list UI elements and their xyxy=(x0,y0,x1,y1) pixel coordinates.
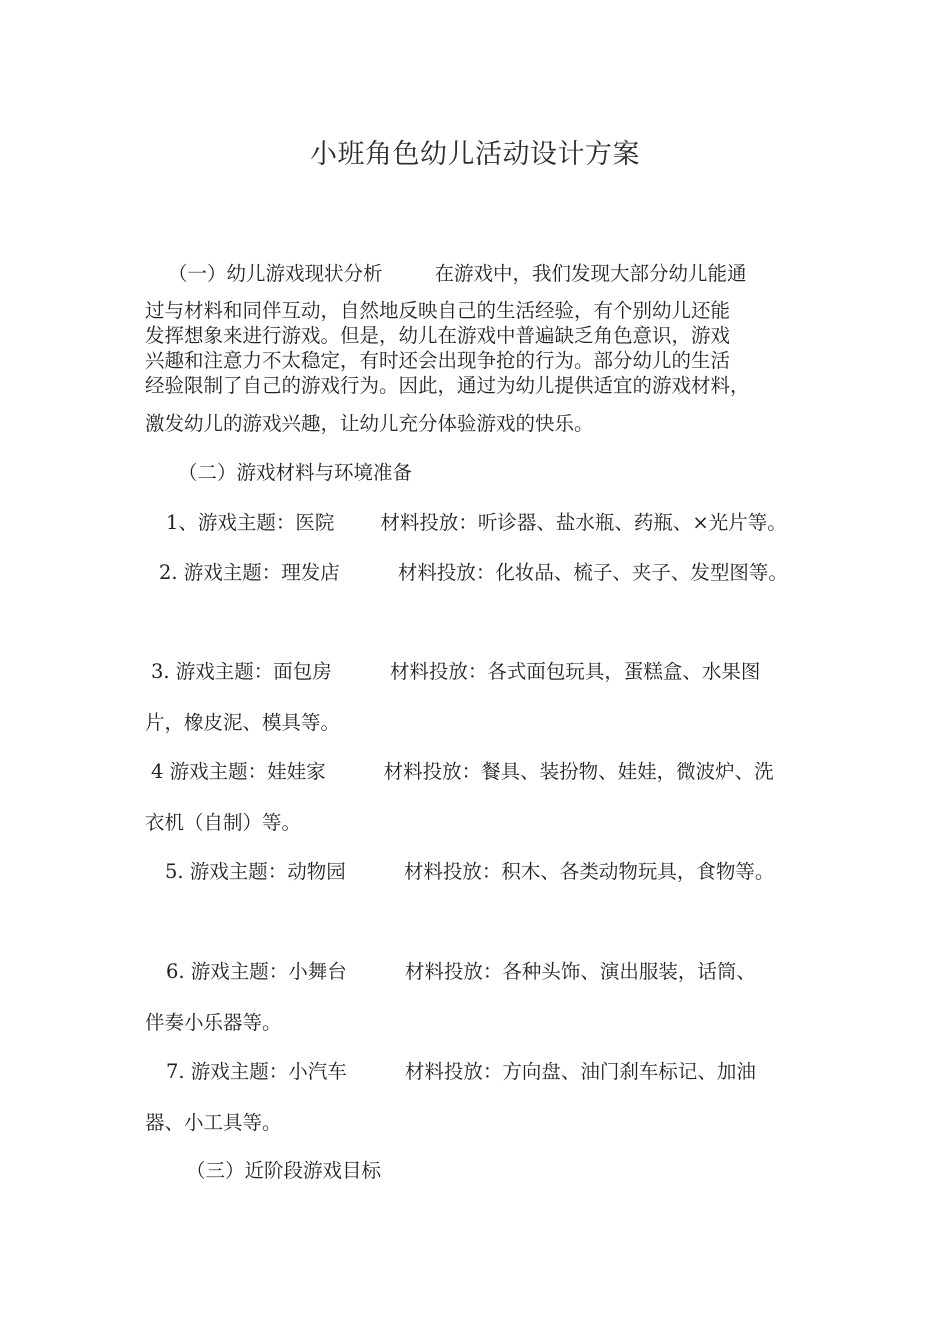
item-3-materials: 材料投放：各式面包玩具，蛋糕盒、水果图 xyxy=(389,660,761,683)
item-7-materials: 材料投放：方向盘、油门刹车标记、加油 xyxy=(404,1060,756,1083)
item-7-theme: 7. 游戏主题：小汽车 xyxy=(166,1060,347,1083)
list-item xyxy=(151,659,831,685)
intro-line-3: 发挥想象来进行游戏。但是，幼儿在游戏中普遍缺乏角色意识，游戏 xyxy=(145,324,731,347)
section-2-heading: （二）游戏材料与环境准备 xyxy=(178,461,413,484)
item-5-theme: 5. 游戏主题：动物园 xyxy=(165,860,346,883)
item-6-theme: 6. 游戏主题：小舞台 xyxy=(166,960,347,983)
item-6-continuation: 伴奏小乐器等。 xyxy=(145,1011,282,1034)
intro-line-1: 在游戏中，我们发现大部分幼儿能通 xyxy=(434,262,747,285)
item-6-materials: 材料投放：各种头饰、演出服装，话筒、 xyxy=(404,960,756,983)
item-3-theme: 3. 游戏主题：面包房 xyxy=(151,660,332,683)
list-item xyxy=(166,959,846,985)
list-item xyxy=(166,1059,846,1085)
intro-line-4: 兴趣和注意力不太稳定，有时还会出现争抢的行为。部分幼儿的生活 xyxy=(145,349,731,372)
item-7-continuation: 器、小工具等。 xyxy=(145,1111,282,1134)
item-4-continuation: 衣机（自制）等。 xyxy=(145,811,302,834)
item-2-materials: 材料投放：化妆品、梳子、夹子、发型图等。 xyxy=(397,561,788,584)
list-item xyxy=(166,510,846,536)
item-1-materials: 材料投放：听诊器、盐水瓶、药瓶、×光片等。 xyxy=(380,511,787,534)
intro-line-2: 过与材料和同伴互动，自然地反映自己的生活经验，有个别幼儿还能 xyxy=(145,299,731,322)
item-3-continuation: 片，橡皮泥、模具等。 xyxy=(145,711,341,734)
item-1-theme: 1、游戏主题：医院 xyxy=(166,511,335,534)
item-2-theme: 2. 游戏主题：理发店 xyxy=(159,561,340,584)
intro-line-6: 激发幼儿的游戏兴趣，让幼儿充分体验游戏的快乐。 xyxy=(145,412,594,435)
item-4-materials: 材料投放：餐具、装扮物、娃娃，微波炉、洗 xyxy=(383,760,774,783)
page-title: 小班角色幼儿活动设计方案 xyxy=(310,139,640,170)
list-item xyxy=(165,859,845,885)
section-3-heading: （三）近阶段游戏目标 xyxy=(186,1159,382,1182)
item-4-theme: 4 游戏主题：娃娃家 xyxy=(151,760,326,783)
section-1-heading: （一）幼儿游戏现状分析 xyxy=(168,262,383,285)
list-item xyxy=(159,560,839,586)
item-5-materials: 材料投放：积木、各类动物玩具，食物等。 xyxy=(403,860,775,883)
section-1-first-line xyxy=(168,261,848,287)
intro-line-5: 经验限制了自己的游戏行为。因此，通过为幼儿提供适宜的游戏材料， xyxy=(145,374,750,397)
list-item xyxy=(151,759,831,785)
